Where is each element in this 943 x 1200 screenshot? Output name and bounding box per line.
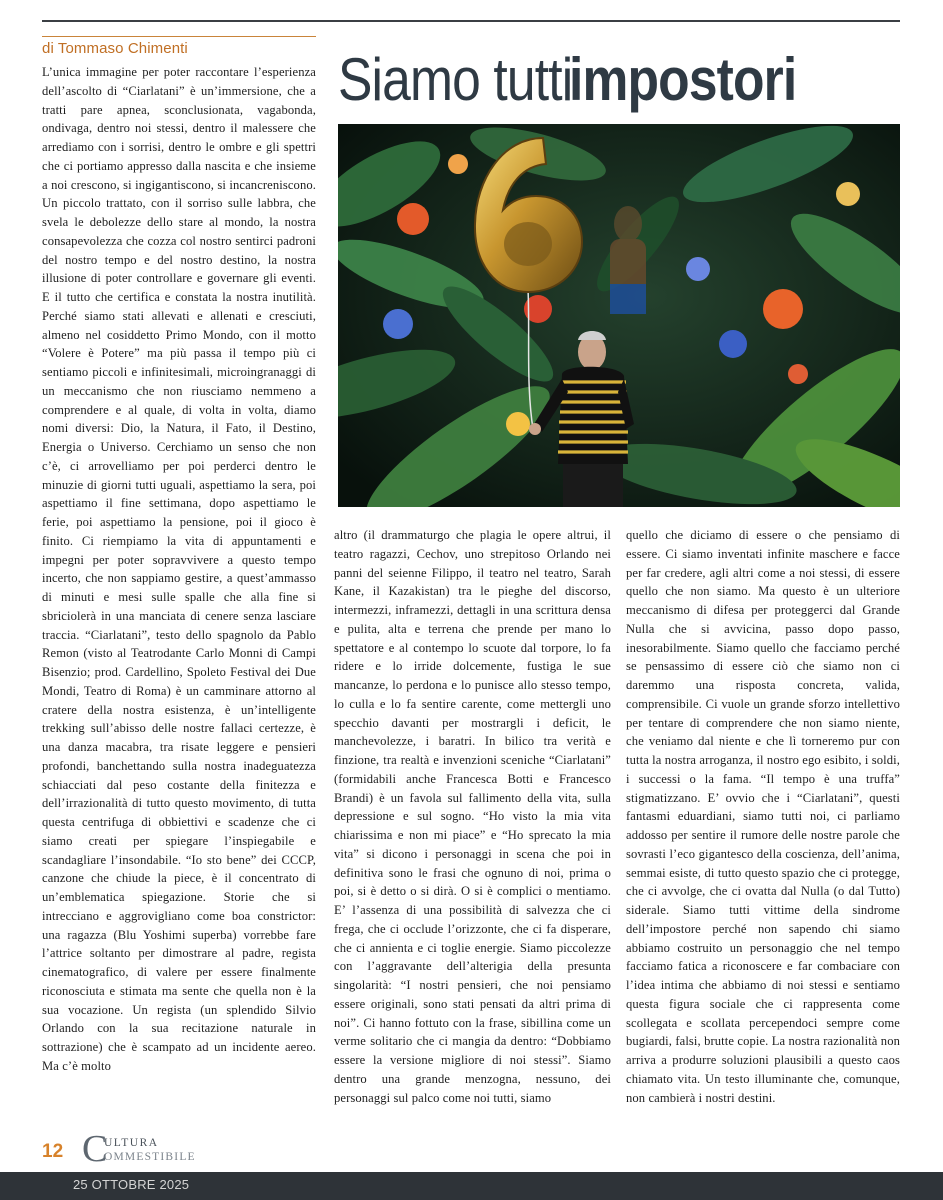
article-column-2: altro (il drammaturgo che plagia le opere altrui, il teatro ragazzi, Cechov, uno strepitoso Orlando nei panni del seienne Filippo, il teatro nel teatro, Sarah Kane, il Kazakistan) tra le pieghe del discorso, intermezzi, inframezzi, dettagli in una scrittura densa e pulita, alta e terrena che prende per mano lo spettatore e al contempo lo scuote dal torpore, lo fa ridere e lo irride dolcemente, fustiga le sue mancanze, lo perdona e lo punisce allo stesso tempo, lo culla e lo fa sentire carente, come mettergli uno specchio davanti per mostrargli i deficit, le manchevolezze, i baratri. In bilico tra verità e finzione, tra realtà e invenzioni sceniche “Ciarlatani” (formidabili anche Francesca Botti e Francesco Brandi) è un favola sul fallimento della vita, sulla depressione e sul sogno. “Ho visto la mia vita chiarissima e non mi piace” e “Ho sprecato la mia vita” si dicono i personaggi in scena che poi in definitiva sono le frasi che ognuno di noi, prima o poi, si è detto o si dirà. O si è complici o mentiamo. E’ l’assenza di una possibilità di salvezza che ci frega, che ci occlude l’orizzonte, che ci fa disperare, che ci annienta e ci toglie energie. Siamo piccolezze con l’aggravante dell’alterigia della presunta singolarità: “I nostri pensieri, che noi pensiamo essere originali, sono stati pensati da altri prima di noi”. Ci hanno fottuto con la frase, sibillina come un verme solitario che ci mangia da dentro: “Dobbiamo essere la versione migliore di noi stessi”. Siamo dentro una grande menzogna, nessuno, dei personaggi sul palco come noi tutti, siamo (334, 528, 611, 1105)
article-photo (338, 124, 900, 507)
photo-illustration (338, 124, 900, 507)
headline-light: Siamo tutti (338, 46, 573, 113)
logo-top-text: ULTURA (104, 1137, 159, 1149)
page-number: 12 (42, 1141, 64, 1162)
headline (338, 44, 908, 116)
issue-date: 25 OTTOBRE 2025 (73, 1177, 190, 1192)
article-column-3: quello che diciamo di essere o che pensiamo di essere. Ci siamo inventati infinite maschere e facce per far credere, agli altri come a noi stessi, di essere quello che non siamo. Ma questo è un ulteriore meccanismo di difesa per proteggerci dal Grande Nulla che si avvicina, passo dopo passo, inesorabilmente. Siamo quello che facciamo perché se pensassimo di essere ciò che siamo non ci daremmo una risposta concreta, valida, comprensibile. Ci vuole un grande sforzo intellettivo per tentare di comprendere che non siamo niente, che veniamo dal niente e che lì torneremo pur con tutta la nostra arroganza, il nostro ego esibito, i soldi, i successi o la fama. “Il tempo è una truffa” stigmatizzano. E’ ovvio che i “Ciarlatani”, questi fantasmi eduardiani, siamo tutti noi, ci parliamo addosso per sentire il rumore delle nostre parole che sovrasti l’eco gigantesco della coscienza, dell’anima, semmai esiste, di tutto questo spazio che ci protegge, che ci avvolge, che ci ovatta dal Nulla (o dal Tutto) siderale. Siamo tutti vittime della sindrome dell’impostore perché non sapendo chi siamo abbiamo costruito un personaggio che nel tempo facciamo fatica a riconoscere e far combaciare con l’idea intima che abbiamo di noi stessi e sentiamo questa figura sociale che ci rappresenta come scollegata e scollata percependoci sempre come bugiardi, falsi, brutte copie. La nostra razionalità non arriva a produrre soluzioni plausibili a questo caos chiamato vita. Un testo illuminante che, comunque, non cambierà i nostri destini. (626, 528, 900, 1105)
byline: di Tommaso Chimenti (42, 40, 188, 57)
statue-silhouette (610, 206, 646, 314)
logo-initial: C (82, 1128, 108, 1170)
byline-rule (42, 36, 316, 37)
article-column-1: L’unica immagine per poter raccontare l’esperienza dell’ascolto di “Ciarlatani” è un’immersione, che a tratti pare apnea, sconclusionata, vagabonda, ondivaga, dentro noi stessi, dentro il malessere che arrediamo con i sorrisi, dentro le ombre e gli spettri che ci portiamo appresso dalla nascita e che insieme a noi crescono, si ingigantiscono, si incancreniscono. Un piccolo trattato, con il sorriso sulle labbra, che svela le debolezze dello stare al mondo, la nostra consapevolezza che cozza col nostro sentirci padroni del nostro tempo e del nostro destino, la nostra illusione di poter controllare e governare gli eventi. E il tutto che certifica e constata la nostra inutilità. Perché siamo stati allevati e allenati e cresciuti, almeno nel cosiddetto Primo Mondo, con il motto “Volere è Potere” ma più passa il tempo più ci sentiamo piccoli e infinitesimali, microingranaggi di un meccanismo che non riusciamo nemmeno a comprendere e al quale, di volta in volta, diamo nomi diversi: Dio, la Natura, il Fato, il Destino, Energia o Universo. Cerchiamo un senso che non c’è, ci arrovelliamo per poi perderci dentro le minuzie di giorni tutti uguali, aspettiamo la sera, poi aspettiamo il fine settimana, dopo aspettiamo le ferie, poi aspettiamo la pensione, poi il gioco è finito. Ci riempiamo la vita di appuntamenti e impegni per poter sopravvivere a questo tempo incerto, che non sappiamo gestire, a quest’ammasso di minuti e mesi sulle spalle che alla fine si sbriciolerà in una manciata di cenere senza lasciare traccia. “Ciarlatani”, testo dello spagnolo da Pablo Remon (visto al Teatrodante Carlo Monni di Campi Bisenzio; prod. Cardellino, Spoleto Festival dei Due Mondi, Teatro di Roma) è un camminare attorno al cratere della nostra esistenza, è un’intelligente trekking sull’abisso delle nostre fallaci certezze, è una danza macabra, tra risate leggere e pensieri profondi, banchettando sulla nostra inadeguatezza schiacciati dal peso costante della finitezza e dell’irrazionalità di tutto questo movimento, di tutta questa centrifuga di obbiettivi e scadenze che ci siamo creati per spiegare l’inspiegabile e scandagliare l’insondabile. “Io sto bene” dei CCCP, canzone che chiude la piece, è il concentrato di un’emblematica spiegazione. Storie che si intrecciano e aggrovigliano come boa constrictor: una ragazza (Blu Yoshimi superba) vorrebbe fare l’attrice soltanto per dimostrare al padre, regista cinematografico, di valere per essere finalmente riconosciuta e stimata ma sente che quella non è la sua vocazione. Un regista (un splendido Silvio Orlando con la sua recitazione naturale in sottrazione) che è scampato ad un incidente aereo. Ma c’è molto (42, 65, 316, 1073)
top-rule (42, 20, 900, 22)
headline-bold: impostori (569, 46, 797, 113)
logo-bottom-text: OMMESTIBILE (104, 1151, 196, 1163)
